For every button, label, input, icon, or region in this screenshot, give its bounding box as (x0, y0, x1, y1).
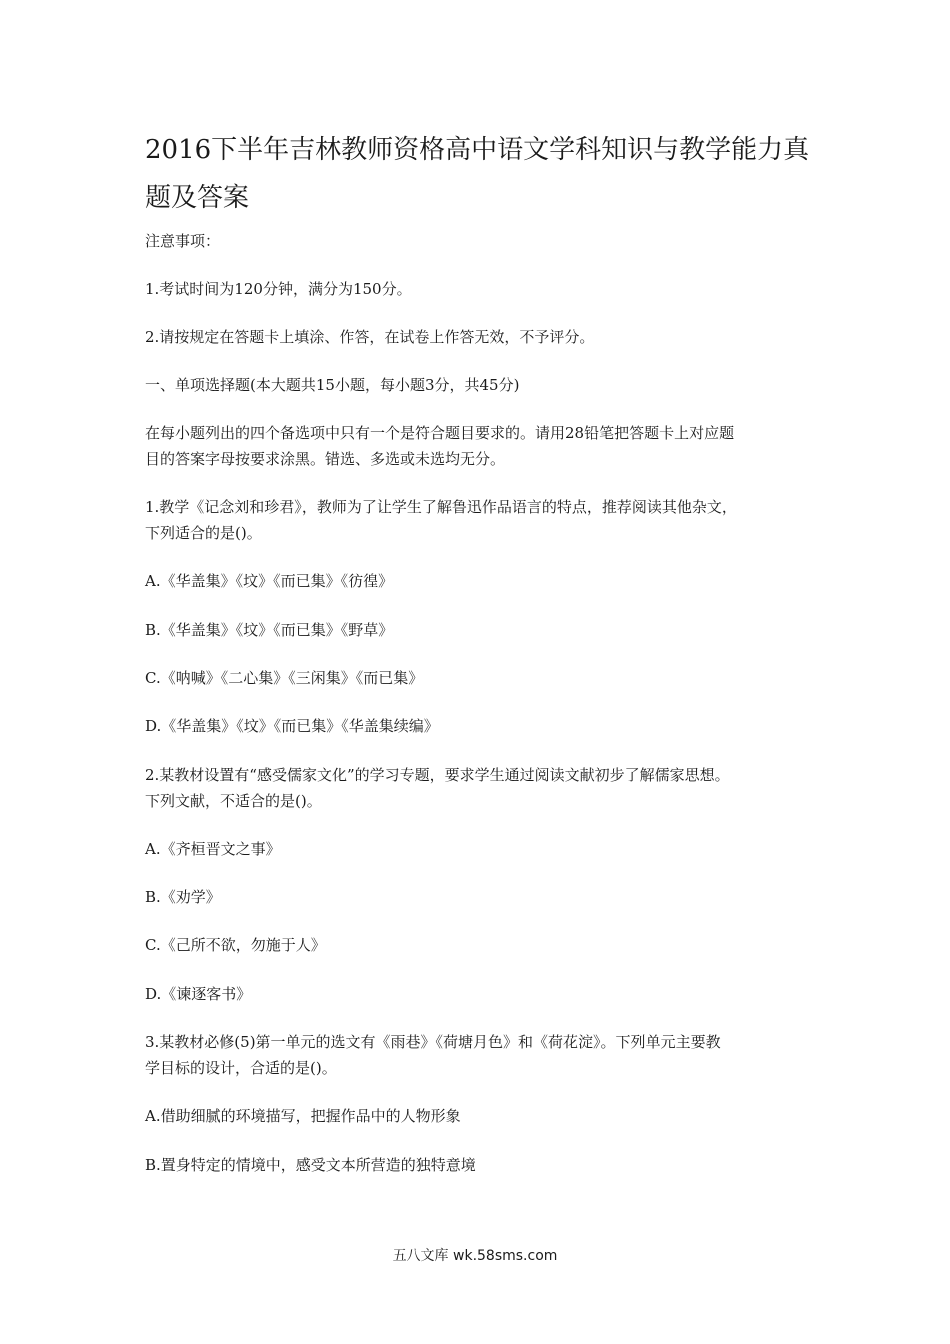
q3-option-b: B.置身特定的情境中，感受文本所营造的独特意境 (145, 1156, 476, 1174)
document-title-line-1: 2016下半年吉林教师资格高中语文学科知识与教学能力真 (145, 135, 810, 165)
notice-item-2: 2.请按规定在答题卡上填涂、作答，在试卷上作答无效，不予评分。 (145, 328, 595, 346)
q1-stem-line-1: 1.教学《记念刘和珍君》，教师为了让学生了解鲁迅作品语言的特点，推荐阅读其他杂文， (145, 498, 737, 516)
notice-heading: 注意事项： (145, 232, 221, 250)
page-footer: 五八文库 wk.58sms.com (392, 1248, 558, 1264)
q2-option-a: A.《齐桓晋文之事》 (145, 840, 281, 858)
q1-option-c: C.《呐喊》《二心集》《三闲集》《而已集》 (145, 669, 424, 687)
notice-item-1: 1.考试时间为120分钟，满分为150分。 (145, 280, 412, 298)
q2-stem-line-2: 下列文献，不适合的是()。 (145, 792, 322, 810)
q3-stem-line-2: 学目标的设计，合适的是()。 (145, 1059, 337, 1077)
q3-stem-line-1: 3.某教材必修(5)第一单元的选文有《雨巷》《荷塘月色》和《荷花淀》。下列单元主要教 (145, 1033, 721, 1051)
q1-option-d: D.《华盖集》《坟》《而已集》《华盖集续编》 (145, 717, 439, 735)
document-title-line-2: 题及答案 (145, 183, 250, 213)
q3-option-a: A.借助细腻的环境描写，把握作品中的人物形象 (145, 1107, 461, 1125)
q1-stem-line-2: 下列适合的是()。 (145, 524, 262, 542)
q1-option-b: B.《华盖集》《坟》《而已集》《野草》 (145, 621, 394, 639)
section-heading: 一、单项选择题(本大题共15小题，每小题3分，共45分) (145, 376, 520, 394)
q1-option-a: A.《华盖集》《坟》《而已集》《彷徨》 (145, 572, 394, 590)
q2-option-b: B.《劝学》 (145, 888, 221, 906)
instructions-line-1: 在每小题列出的四个备选项中只有一个是符合题目要求的。请用28铅笔把答题卡上对应题 (145, 424, 735, 442)
instructions-line-2: 目的答案字母按要求涂黑。错选、多选或未选均无分。 (145, 450, 506, 468)
q2-stem-line-1: 2.某教材设置有“感受儒家文化”的学习专题，要求学生通过阅读文献初步了解儒家思想。 (145, 766, 730, 784)
q2-option-c: C.《己所不欲，勿施于人》 (145, 936, 326, 954)
q2-option-d: D.《谏逐客书》 (145, 985, 252, 1003)
